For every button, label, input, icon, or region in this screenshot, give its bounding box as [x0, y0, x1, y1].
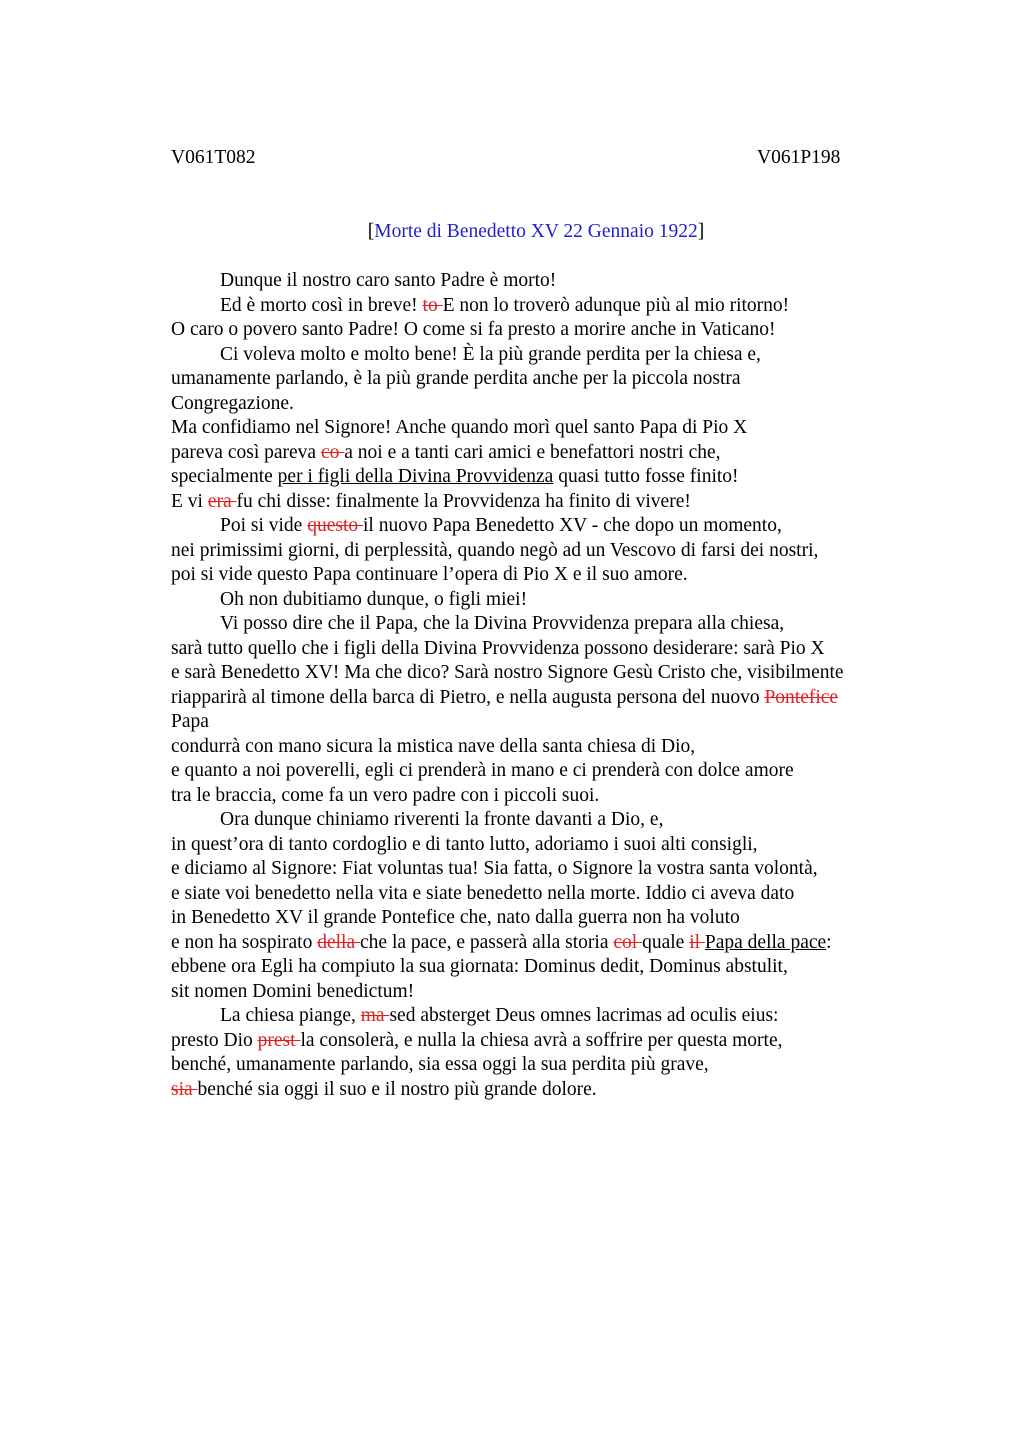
text-line: Ci voleva molto e molto bene! È la più grande perdita per la chiesa e, — [220, 343, 761, 365]
text-line: Ma confidiamo nel Signore! Anche quando morì quel santo Papa di Pio X — [171, 417, 748, 438]
deleted-text: Pontefice — [764, 686, 839, 708]
deleted-text: ma — [360, 1005, 390, 1026]
document-body — [171, 269, 911, 1102]
text-line: ebbene ora Egli ha compiuto la sua giornata: Dominus dedit, Dominus abstulit, — [171, 956, 788, 977]
deleted-text: col — [613, 931, 643, 953]
title-close-bracket: ] — [697, 221, 705, 242]
text-line: Ora dunque chiniamo riverenti la fronte davanti a Dio, e, — [220, 809, 664, 830]
deleted-text: prest — [257, 1029, 301, 1051]
text-line: E vi era fu chi disse: finalmente la Provvidenza ha finito di vivere! — [171, 490, 691, 512]
text-line: Oh non dubitiamo dunque, o figli miei! — [220, 588, 528, 610]
text-line: riapparirà al timone della barca di Pietro, e nella augusta persona del nuovo Pontefice — [171, 686, 839, 708]
deleted-text: il — [689, 931, 705, 953]
text-line: Vi posso dire che il Papa, che la Divina Provvidenza prepara alla chiesa, — [220, 613, 785, 634]
text-line: condurrà con mano sicura la mistica nave della santa chiesa di Dio, — [171, 735, 696, 757]
text-line: specialmente per i figli della Divina Provvidenza quasi tutto fosse finito! — [171, 466, 739, 487]
title-text: Morte di Benedetto XV 22 Gennaio 1922 — [374, 221, 698, 242]
deleted-text: sia — [171, 1078, 198, 1100]
text-line: pareva così pareva co a noi e a tanti cari amici e benefattori nostri che, — [171, 441, 721, 463]
text-line: Ed è morto così in breve! to E non lo troverò adunque più al mio ritorno! — [220, 294, 790, 316]
text-line: e non ha sospirato della che la pace, e passerà alla storia col quale il Papa della pace: — [171, 931, 832, 953]
text-line: Dunque il nostro caro santo Padre è morto! — [220, 270, 557, 291]
text-line: in quest’ora di tanto cordoglio e di tanto lutto, adoriamo i suoi alti consigli, — [171, 833, 758, 855]
text-line: umanamente parlando, è la più grande perdita anche per la piccola nostra — [171, 368, 741, 389]
text-line: La chiesa piange, ma sed absterget Deus omnes lacrimas ad oculis eius: — [220, 1005, 779, 1026]
text-line: Congregazione. — [171, 392, 294, 414]
deleted-text: co — [320, 441, 345, 463]
page-code-right: V061P198 — [757, 147, 841, 168]
deleted-text: della — [317, 931, 361, 953]
text-line: sia benché sia oggi il suo e il nostro più grande dolore. — [171, 1078, 597, 1100]
text-line: tra le braccia, come fa un vero padre con i piccoli suoi. — [171, 784, 600, 806]
text-line: benché, umanamente parlando, sia essa oggi la sua perdita più grave, — [171, 1054, 709, 1075]
text-line: presto Dio prest la consolerà, e nulla la chiesa avrà a soffrire per questa morte, — [171, 1029, 783, 1051]
underlined-text: per i figli della Divina Provvidenza — [277, 466, 554, 487]
text-line: e siate voi benedetto nella vita e siate benedetto nella morte. Iddio ci aveva dato — [171, 882, 795, 904]
text-line: poi si vide questo Papa continuare l’opera di Pio X e il suo amore. — [171, 564, 688, 585]
text-line: O caro o povero santo Padre! O come si fa presto a morire anche in Vaticano! — [171, 319, 776, 340]
text-line: sarà tutto quello che i figli della Divina Provvidenza possono desiderare: sarà Pio X — [171, 637, 825, 659]
underlined-text: Papa della pace — [704, 931, 827, 953]
document-code-left: V061T082 — [171, 147, 256, 168]
text-line: in Benedetto XV il grande Pontefice che, nato dalla guerra non ha voluto — [171, 907, 740, 928]
text-line: sit nomen Domini benedictum! — [171, 980, 415, 1002]
text-line: Papa — [171, 711, 209, 732]
deleted-text: to — [422, 294, 443, 316]
text-line: e sarà Benedetto XV! Ma che dico? Sarà nostro Signore Gesù Cristo che, visibilmente — [171, 662, 844, 683]
text-line: e diciamo al Signore: Fiat voluntas tua! Sia fatta, o Signore la vostra santa volontà, — [171, 858, 818, 879]
title-open-bracket: [ — [367, 221, 375, 242]
deleted-text: era — [207, 490, 237, 512]
text-line: e quanto a noi poverelli, egli ci prenderà in mano e ci prenderà con dolce amore — [171, 760, 794, 781]
text-line: Poi si vide questo il nuovo Papa Benedetto XV - che dopo un momento, — [220, 515, 782, 536]
deleted-text: questo — [307, 515, 364, 536]
text-line: nei primissimi giorni, di perplessità, quando negò ad un Vescovo di farsi dei nostri, — [171, 539, 819, 561]
document-title — [0, 220, 1024, 244]
